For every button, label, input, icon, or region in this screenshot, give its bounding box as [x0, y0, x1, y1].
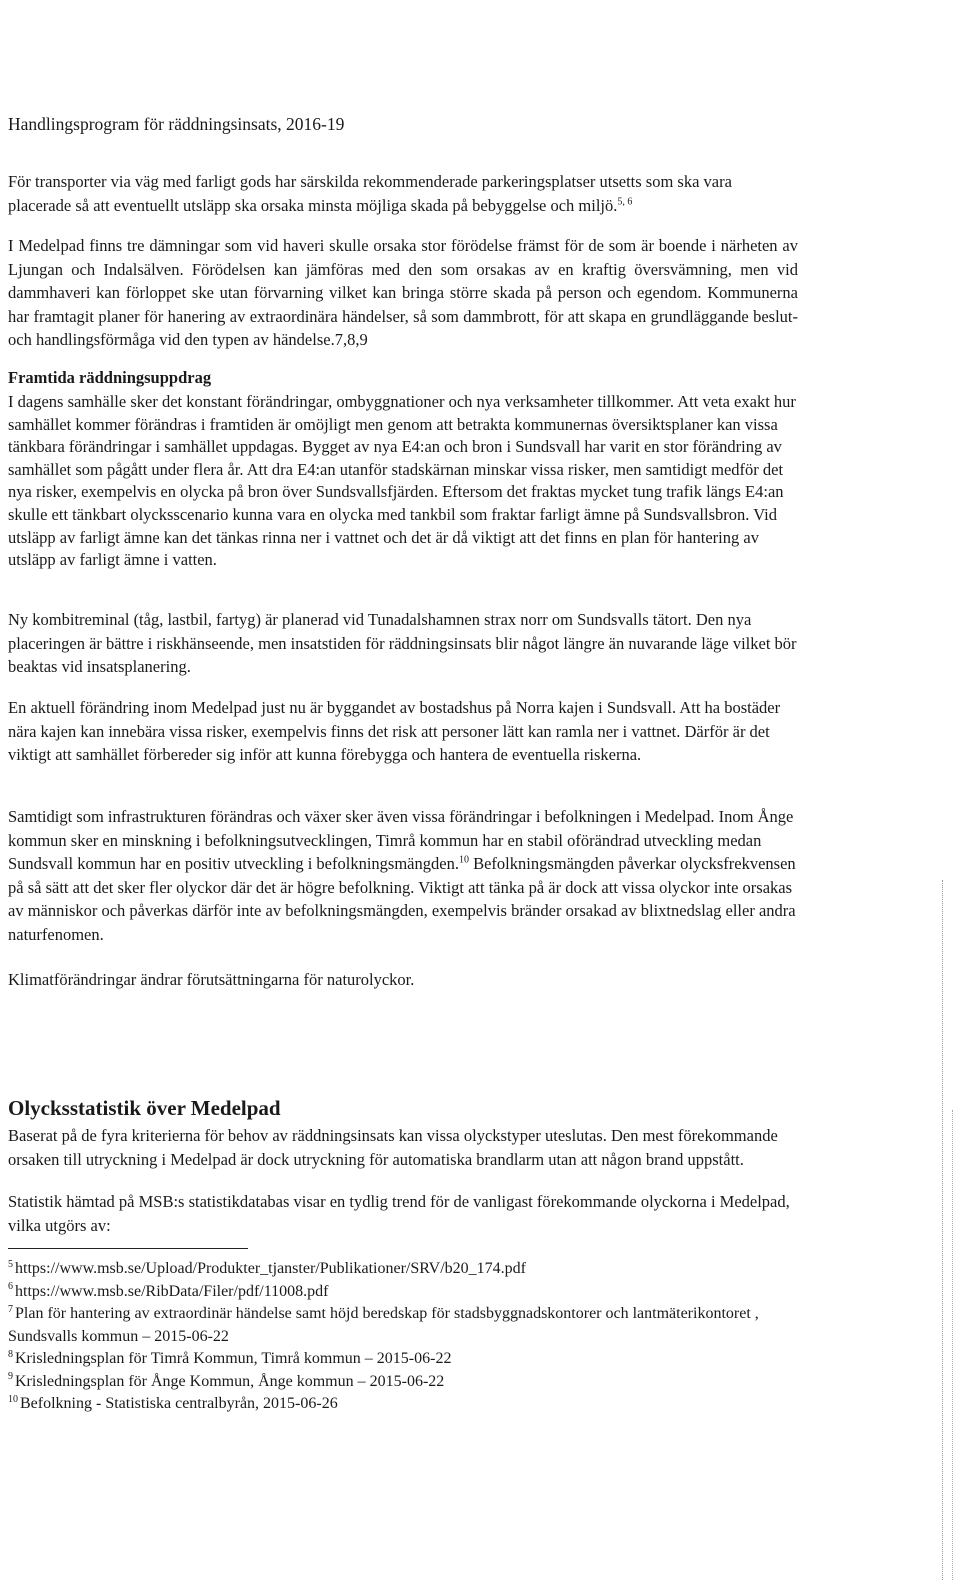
footnote-number: 9	[8, 1371, 13, 1383]
subheading-future: Framtida räddningsuppdrag	[8, 368, 212, 387]
running-head: Handlingsprogram för räddningsinsats, 2016-19	[8, 114, 345, 134]
footnote-divider	[8, 1248, 248, 1249]
footnote-link[interactable]: https://www.msb.se/Upload/Produkter_tjanster/Publikationer/SRV/b20_174.pdf	[15, 1260, 526, 1277]
footnote-6	[8, 1281, 808, 1304]
footnote-text: Krisledningsplan för Timrå Kommun, Timrå kommun – 2015-06-22	[15, 1350, 452, 1367]
footnote-9	[8, 1371, 808, 1394]
footnote-number: 5	[8, 1258, 13, 1270]
paragraph-norra-kajen: En aktuell förändring inom Medelpad just nu är byggandet av bostadshus på Norra kajen i Sundsvall. Att ha bostäder nära kajen kan innebära vissa risker, exempelvis finns det risk att personer lätt kan ramla ner i vattnet. Därför är det viktigt att samhället förbereder sig inför att kunna förebygga och hantera de eventuella riskerna.	[8, 698, 781, 765]
footnote-8	[8, 1348, 808, 1371]
section-heading-statistics: Olycksstatistik över Medelpad	[8, 1096, 281, 1120]
scan-artifact	[36, 0, 96, 6]
scan-edge-line	[942, 880, 943, 1580]
footnote-ref: 5, 6	[617, 196, 633, 208]
paragraph-criteria: Baserat på de fyra kriterierna för behov av räddningsinsats kan vissa olyckstyper uteslutas. Den mest förekommande orsaken till utryckning i Medelpad är dock utryckning för automatiska brandlarm utan att någon brand uppstått.	[8, 1126, 778, 1169]
paragraph-text: Samtidigt som infrastrukturen förändras och växer sker även vissa förändringar i befolkningen i Medelpad. Inom Ånge kommun sker en minskning i befolkningsutvecklingen, Timrå kommun har en stabil oförändrad utveckling medan Sundsvall kommun har en positiv utveckling i befolkningsmängden.	[8, 807, 794, 874]
footnotes	[8, 1258, 808, 1416]
footnote-5	[8, 1258, 808, 1281]
footnote-link[interactable]: https://www.msb.se/RibData/Filer/pdf/11008.pdf	[15, 1282, 329, 1300]
footnote-ref: 10	[458, 854, 469, 866]
paragraph-future-changes: I dagens samhälle sker det konstant förändringar, ombyggnationer och nya verksamheter tillkommer. Att veta exakt hur samhället kommer förändras i framtiden är omöjligt men genom att betrakta kommunernas översiktsplaner kan vissa tänkbara förändringar i samhället uppdagas. Bygget av nya E4:an och bron i Sundsvall har varit en stor förändring av samhället som pågått under flera år. Att dra E4:an utanför stadskärnan minskar vissa risker, men samtidigt medför det nya risker, exempelvis en olycka på bron över Sundsvallsfjärden. Eftersom det fraktas mycket tung trafik längs E4:an skulle ett tänkbart olycksscenario kunna vara en olycka med tankbil som fraktar farligt ämne på Sundsvallsbron. Vid utsläpp av farligt ämne kan det tänkas rinna ner i vattnet och det är då viktigt att det finns en plan för hantering av utsläpp av farligt ämne i vatten.	[8, 392, 796, 570]
footnote-7	[8, 1303, 808, 1348]
footnote-text: Krisledningsplan för Ånge Kommun, Ånge kommun – 2015-06-22	[15, 1372, 445, 1390]
footnote-number: 8	[8, 1348, 13, 1360]
paragraph-text: Befolkningsmängden påverkar olycksfrekvensen på så sätt att det sker fler olyckor där det är högre befolkning. Viktigt att tänka på är dock att vissa olyckor inte orsakas av människor och påverkas därför inte av befolkningsmängden, exempelvis bränder orsakad av blixtnedslag eller andra naturfenomen.	[8, 854, 796, 944]
footnote-number: 6	[8, 1281, 13, 1293]
paragraph-msb-statistics: Statistik hämtad på MSB:s statistikdatabas visar en tydlig trend för de vanligast förekommande olyckorna i Medelpad, vilka utgörs av:	[8, 1192, 790, 1235]
paragraph-text: För transporter via väg med farligt gods har särskilda rekommenderade parkeringsplatser utsetts som ska vara placerade så att eventuellt utsläpp ska orsaka minsta möjliga skada på bebyggelse och miljö.	[8, 172, 732, 215]
paragraph-climate: Klimatförändringar ändrar förutsättningarna för naturolyckor.	[8, 970, 415, 989]
scan-edge-line	[952, 1110, 953, 1580]
paragraph-parking	[8, 170, 798, 217]
footnote-10	[8, 1393, 808, 1416]
footnote-text: Plan för hantering av extraordinär händelse samt höjd beredskap för stadsbyggnadskontorer och lantmäterikontoret , Sundsvalls kommun – 2015-06-22	[8, 1305, 759, 1345]
footnote-text: Befolkning - Statistiska centralbyrån, 2015-06-26	[20, 1395, 338, 1412]
paragraph-population	[8, 805, 798, 947]
paragraph-dams: I Medelpad finns tre dämningar som vid haveri skulle orsaka stor förödelse främst för de som är boende i närheten av Ljungan och Indalsälven. Förödelsen kan jämföras med den som orsakas av en kraftig översvämning, men vid dammhaveri kan förloppet ske utan förvarning vilket kan bringa större skada på person och egendom. Kommunerna har framtagit planer för hanering av extraordinära händelser, så som dammbrott, för att skapa en grundläggande beslut- och handlingsförmåga vid den typen av händelse.7,8,9	[8, 236, 798, 350]
paragraph-terminal: Ny kombitreminal (tåg, lastbil, fartyg) är planerad vid Tunadalshamnen strax norr om Sundsvalls tätort. Den nya placeringen är bättre i riskhänseende, men insatstiden för räddningsinsats blir något längre än nuvarande läge vilket bör beaktas vid insatsplanering.	[8, 610, 797, 677]
footnote-number: 7	[8, 1303, 13, 1315]
footnote-number: 10	[8, 1393, 18, 1405]
